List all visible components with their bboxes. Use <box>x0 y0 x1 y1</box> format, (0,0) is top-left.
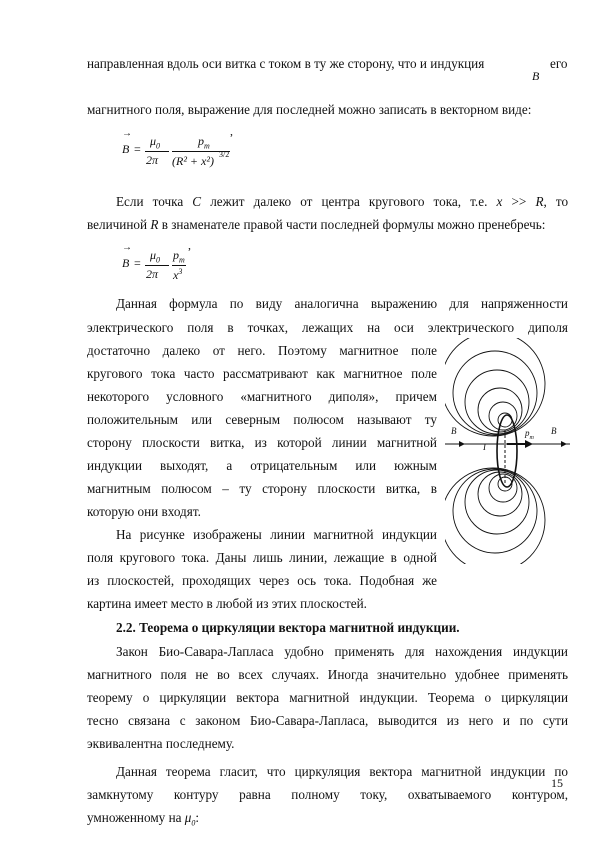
field-lines-figure <box>445 338 570 564</box>
text-line: величиной R в знаменателе правой части последней формулы можно пренебречь: <box>87 217 546 232</box>
formula-eq: = <box>134 142 141 156</box>
text-line: замкнутому контуру равна полному току, охватываемого контуром, <box>87 787 568 802</box>
text-line: индукции выходят, а отрицательным или южным <box>87 458 437 473</box>
formula-mu: $\mu_0$ <box>150 248 161 265</box>
formula-x3: $x^3$ <box>173 267 183 282</box>
vector-B-symbol: B <box>532 69 540 83</box>
vector-arrow: → <box>122 128 132 139</box>
text-line: достаточно далеко от него. Поэтому магнитное поле <box>87 343 437 358</box>
text-line: поля кругового тока. Даны лишь линии, лежащие в одной <box>87 550 437 565</box>
fraction-bar <box>172 265 186 266</box>
text-line: умноженному на $\mu_0$: <box>87 810 200 828</box>
text-line: сторону плоскости витка, из которой линии магнитной <box>87 435 437 450</box>
formula-exponent: 3/2 <box>219 150 230 159</box>
formula-lhs: B <box>122 142 130 156</box>
text-line: магнитного поля, выражение для последней можно записать в векторном виде: <box>87 102 532 117</box>
formula-1 <box>118 124 258 178</box>
formula-eq: = <box>134 256 141 270</box>
formula-lhs: B <box>122 256 130 270</box>
fraction-bar <box>145 265 169 266</box>
formula-denominator: (R² + x²) <box>172 154 214 168</box>
fraction-bar <box>145 151 169 152</box>
formula-2pi: 2π <box>146 267 159 281</box>
figure-label-I: I <box>483 442 486 452</box>
formula-2pi: 2π <box>146 153 159 167</box>
text-line: которую они входят. <box>87 504 201 519</box>
text-line: Если точка C лежит далеко от центра кругового тока, т.е. x >> R, то <box>116 194 569 209</box>
text-line: эквивалентна последнему. <box>87 736 235 751</box>
figure-label-B-right: B <box>551 426 557 436</box>
text-line: магнитного поля не во всех случаях. Иногда значительно удобнее применять <box>87 667 568 682</box>
formula-pm: $p_m$ <box>198 134 210 151</box>
text-line: направленная вдоль оси витка с током в ту же сторону, что и индукция <box>87 56 485 71</box>
text-line: Закон Био-Савара-Лапласа удобно применять для нахождения индукции <box>116 644 568 659</box>
text-line: его <box>550 56 568 71</box>
formula-comma: , <box>188 238 191 252</box>
section-heading: 2.2. Теорема о циркуляции вектора магнитной индукции. <box>116 620 460 635</box>
text-line: Данная формула по виду аналогична выражению для напряженности <box>116 296 568 311</box>
formula-2 <box>118 238 218 288</box>
text-line: кругового тока часто рассматривают как магнитное поле <box>87 366 437 381</box>
figure-label-B-left: B <box>451 426 457 436</box>
text-line: картина имеет место в любой из этих плоскостей. <box>87 596 367 611</box>
figure-label-pm: $p_m$ <box>525 428 534 441</box>
formula-pm: $p_m$ <box>173 248 185 265</box>
text-line: На рисунке изображены линии магнитной индукции <box>116 527 437 542</box>
text-line: электрического поля в точках, лежащих на оси электрического диполя <box>87 320 568 335</box>
formula-comma: , <box>230 124 233 138</box>
text-line: теорему о циркуляции вектора магнитной индукции. Теорема о циркуляции <box>87 690 568 705</box>
text-line: тесно связана с законом Био-Савара-Лапласа, выводится из него и по сути <box>87 713 568 728</box>
text-line: Данная теорема гласит, что циркуляция вектора магнитной индукции по <box>116 764 568 779</box>
field-lines-diagram <box>445 338 570 564</box>
vector-arrow: → <box>122 242 132 253</box>
text-line: магнитным полюсом – ту сторону плоскости витка, в <box>87 481 437 496</box>
page-number: 15 <box>551 776 563 790</box>
text-line: положительным или северным полюсом называют ту <box>87 412 437 427</box>
formula-mu: $\mu_0$ <box>150 134 161 151</box>
text-line: некоторого условного «магнитного диполя», причем <box>87 389 437 404</box>
text-line: из плоскостей, проходящих через ось тока. Подобная же <box>87 573 437 588</box>
